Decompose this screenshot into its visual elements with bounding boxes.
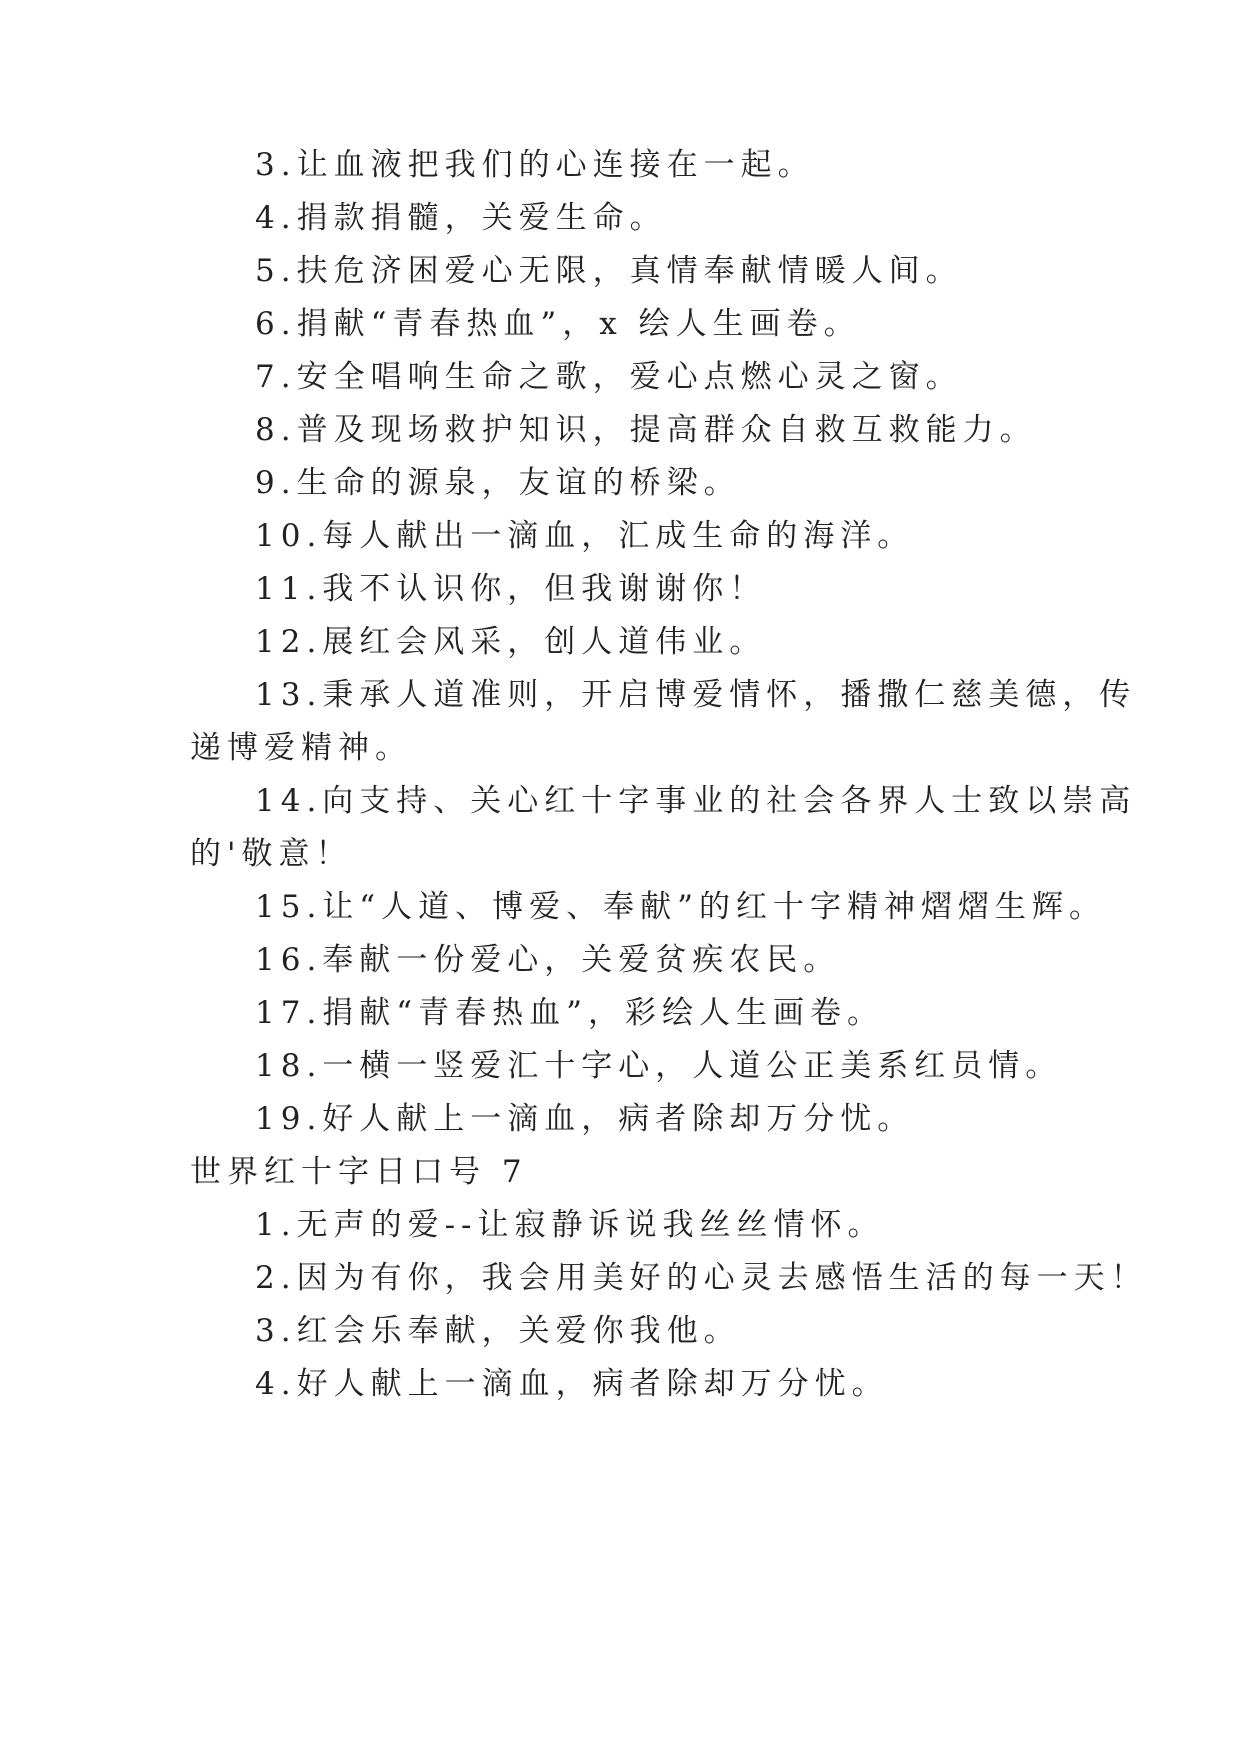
text-line: 18.一横一竖爱汇十字心，人道公正美系红员情。 [255,1048,1063,1084]
text-line: 12.展红会风采，创人道伟业。 [255,624,767,660]
text-line: 17.捐献“青春热血”，彩绘人生画卷。 [255,995,884,1031]
text-line: 15.让“人道、博爱、奉献”的红十字精神熠熠生辉。 [255,889,1106,925]
text-line: 10.每人献出一滴血，汇成生命的海洋。 [255,518,915,554]
text-line: 的'敬意！ [190,836,353,872]
text-line: 2.因为有你，我会用美好的心灵去感悟生活的每一天！ [255,1260,1148,1296]
text-line: 7.安全唱响生命之歌，爱心点燃心灵之窗。 [255,359,963,395]
text-line: 5.扶危济困爱心无限，真情奉献情暖人间。 [255,253,963,289]
text-line: 14.向支持、关心红十字事业的社会各界人士致以崇高 [255,783,1137,819]
text-line: 3.红会乐奉献，关爱你我他。 [255,1313,741,1349]
text-line: 4.好人献上一滴血，病者除却万分忧。 [255,1366,889,1402]
text-line: 9.生命的源泉，友谊的桥梁。 [255,465,741,501]
text-line: 16.奉献一份爱心，关爱贫疾农民。 [255,942,841,978]
text-line: 递博爱精神。 [190,730,412,766]
text-line: 8.普及现场救护知识，提高群众自救互救能力。 [255,412,1037,448]
text-line: 4.捐款捐髓，关爱生命。 [255,200,667,236]
text-line: 13.秉承人道准则，开启博爱情怀，播撒仁慈美德，传 [255,677,1137,713]
text-line: 3.让血液把我们的心连接在一起。 [255,147,815,183]
text-line: 11.我不认识你，但我谢谢你！ [255,571,767,607]
text-line: 19.好人献上一滴血，病者除却万分忧。 [255,1101,915,1137]
text-line: 6.捐献“青春热血”，x 绘人生画卷。 [255,306,861,342]
section-heading: 世界红十字日口号 7 [190,1154,528,1190]
text-line: 1.无声的爱--让寂静诉说我丝丝情怀。 [255,1207,885,1243]
